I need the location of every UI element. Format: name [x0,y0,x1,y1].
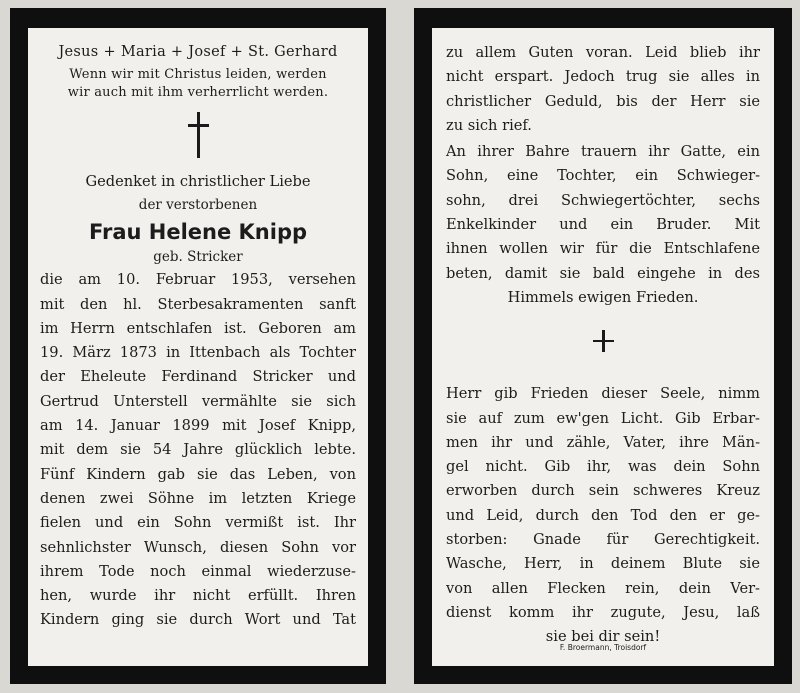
text-line: zu allem Guten voran. Leid blieb ihr [446,44,760,61]
text-line: die am 10. Februar 1953, versehen [40,271,356,289]
text-line: Fünf Kindern gab sie das Leben, von [40,465,356,483]
text-line: 19. März 1873 in Ittenbach als Tochter [40,344,356,362]
biography-continued [446,41,760,138]
bible-verse [40,66,356,102]
text-line: Kindern ging sie durch Wort und Tat [40,611,356,629]
invocation-line: Jesus + Maria + Josef + St. Gerhard [58,44,338,60]
left-card-page [28,28,368,666]
text-line: Herr gib Frieden dieser Seele, nimm [446,385,760,403]
text-line: christlicher Geduld, bis der Herr sie [446,92,760,110]
text-line: von allen Flecken rein, dein Ver- [446,579,760,597]
intro-line: Gedenket in christlicher Liebe [85,173,311,190]
text-line: hen, wurde ihr nicht erfüllt. Ihren [40,587,356,605]
text-line: der Eheleute Ferdinand Stricker und [40,368,356,386]
text-line: sie auf zum ew'gen Licht. Gib Erbar- [446,409,760,427]
verse-line: Wenn wir mit Christus leiden, werden [69,67,327,82]
text-line: storben: Gnade für Gerechtigkeit. [446,531,760,549]
text-line: sehnlichster Wunsch, diesen Sohn vor [40,538,356,556]
biography-text [40,268,356,632]
maiden-name: geb. Stricker [153,249,243,266]
text-line: im Herrn entschlafen ist. Geboren am [40,319,356,337]
text-line: ihrem Tode noch einmal wiederzuse- [40,562,356,580]
text-line: Gertrud Unterstell vermählte sie sich [40,392,356,410]
text-line: fielen und ein Sohn vermißt ist. Ihr [40,514,356,532]
text-line: sie bei dir sein! [545,628,661,646]
text-line: An ihrer Bahre trauern ihr Gatte, ein [446,143,760,161]
text-line: am 14. Januar 1899 mit Josef Knipp, [40,417,356,435]
mourners-text [446,140,760,310]
text-line: und Leid, durch den Tod den er ge- [446,506,760,524]
text-line: Wasche, Herr, in deinem Blute sie [446,555,760,573]
printer-credit: F. Broermann, Troisdorf [559,643,647,652]
text-line: Sohn, eine Tochter, ein Schwieger- [446,167,760,185]
prayer-text [446,382,760,649]
cross-icon [188,112,208,158]
deceased-name: Frau Helene Knipp [88,220,308,245]
text-line: Himmels ewigen Frieden. [507,288,699,306]
cross-icon [593,330,613,352]
text-line: men ihr und zähle, Vater, ihre Män- [446,433,760,451]
text-line: mit dem sie 54 Jahre glücklich lebte. [40,441,356,459]
right-card-border [414,8,792,684]
text-line: ihnen wollen wir für die Entschlafene [446,240,760,258]
text-line: dienst komm ihr zugute, Jesu, laß [446,603,760,621]
text-line: denen zwei Söhne im letzten Kriege [40,489,356,507]
right-card-page [432,28,774,666]
text-line: nicht erspart. Jedoch trug sie alles in [446,68,760,86]
left-card-border [10,8,386,684]
text-line: mit den hl. Sterbesakramenten sanft [40,295,356,313]
text-line: Enkelkinder und ein Bruder. Mit [446,216,760,234]
text-line: sohn, drei Schwiegertöchter, sechs [446,191,760,209]
text-line: zu sich rief. [446,116,532,134]
text-line: erworben durch sein schweres Kreuz [446,482,760,500]
verse-line: wir auch mit ihm verherrlicht werden. [67,85,329,100]
intro-line: der verstorbenen [138,197,258,214]
text-line: gel nicht. Gib ihr, was dein Sohn [446,458,760,476]
text-line: beten, damit sie bald eingehe in des [446,264,760,282]
